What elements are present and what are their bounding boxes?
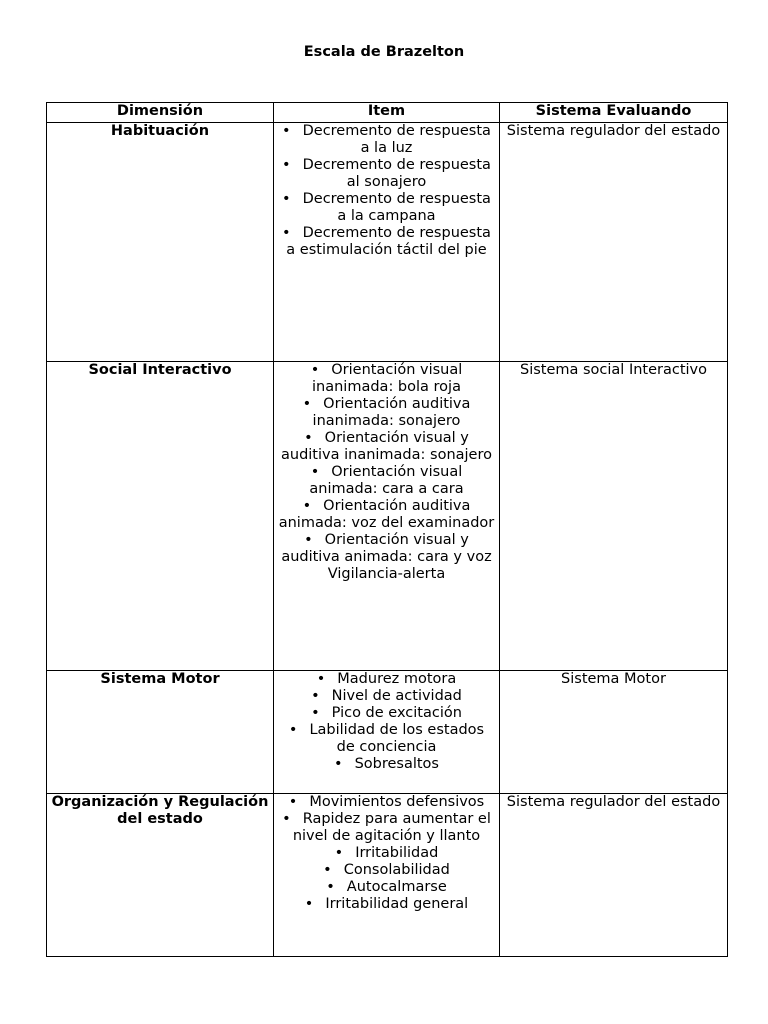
bullet-icon: • (323, 862, 332, 878)
list-item: • Orientación visual inanimada: bola roja (310, 362, 463, 395)
header-dimension: Dimensión (47, 103, 274, 123)
items-cell (274, 794, 500, 957)
list-item: • Orientación visual animada: cara a cara (309, 464, 464, 497)
dimension-cell: Organización y Regulación del estado (47, 794, 274, 957)
bullet-icon: • (311, 705, 320, 721)
list-item: • Irritabilidad general (304, 896, 469, 912)
bullet-icon: • (310, 464, 320, 480)
bullet-icon: • (288, 722, 298, 738)
brazelton-table (46, 102, 728, 957)
list-item: • Consolabilidad (323, 862, 450, 878)
bullet-icon: • (282, 811, 291, 827)
header-system: Sistema Evaluando (500, 103, 728, 123)
items-cell (274, 362, 500, 671)
list-item: • Decremento de respuesta al sonajero (282, 157, 491, 190)
list-item: • Orientación auditiva inanimada: sonajero (302, 396, 471, 429)
items-list (278, 362, 495, 583)
list-item: • Nivel de actividad (311, 688, 462, 704)
items-list (278, 794, 495, 913)
items-list (278, 671, 495, 773)
list-item: • Decremento de respuesta a estimulación táctil del pie (282, 225, 491, 258)
table-row (47, 671, 728, 794)
list-item: • Pico de excitación (311, 705, 462, 721)
bullet-icon: • (288, 794, 298, 810)
list-item: • Orientación auditiva animada: voz del examinador (278, 498, 495, 531)
table-row (47, 794, 728, 957)
table-row (47, 362, 728, 671)
items-list (278, 123, 495, 259)
bullet-icon: • (282, 191, 291, 207)
list-item: • Irritabilidad (334, 845, 439, 861)
list-item: • Rapidez para aumentar el nivel de agitación y llanto (282, 811, 491, 844)
list-item: • Orientación visual y auditiva inanimada: sonajero (281, 430, 492, 463)
table-header-row (47, 103, 728, 123)
dimension-cell: Sistema Motor (47, 671, 274, 794)
system-cell: Sistema regulador del estado (500, 123, 728, 362)
bullet-icon: • (302, 396, 312, 412)
bullet-icon: • (326, 879, 335, 895)
header-item: Item (274, 103, 500, 123)
list-item: • Labilidad de los estados de conciencia (288, 722, 485, 755)
bullet-icon: • (310, 362, 320, 378)
bullet-icon: • (334, 756, 343, 772)
document-title: Escala de Brazelton (303, 44, 465, 60)
system-cell: Sistema Motor (500, 671, 728, 794)
list-item: • Decremento de respuesta a la campana (282, 191, 491, 224)
table-row (47, 123, 728, 362)
dimension-cell: Habituación (47, 123, 274, 362)
bullet-icon: • (304, 532, 313, 548)
list-item: • Orientación visual y auditiva animada: cara y voz Vigilancia-alerta (281, 532, 492, 582)
dimension-cell: Social Interactivo (47, 362, 274, 671)
system-cell: Sistema social Interactivo (500, 362, 728, 671)
bullet-icon: • (316, 671, 326, 687)
list-item: • Sobresaltos (334, 756, 439, 772)
bullet-icon: • (282, 157, 291, 173)
items-cell (274, 671, 500, 794)
system-cell: Sistema regulador del estado (500, 794, 728, 957)
bullet-icon: • (304, 430, 313, 446)
list-item: • Madurez motora (316, 671, 457, 687)
items-cell (274, 123, 500, 362)
list-item: • Movimientos defensivos (288, 794, 485, 810)
bullet-icon: • (282, 123, 291, 139)
list-item: • Decremento de respuesta a la luz (282, 123, 491, 156)
list-item: • Autocalmarse (326, 879, 447, 895)
bullet-icon: • (334, 845, 344, 861)
bullet-icon: • (282, 225, 291, 241)
bullet-icon: • (304, 896, 314, 912)
bullet-icon: • (311, 688, 320, 704)
bullet-icon: • (302, 498, 312, 514)
